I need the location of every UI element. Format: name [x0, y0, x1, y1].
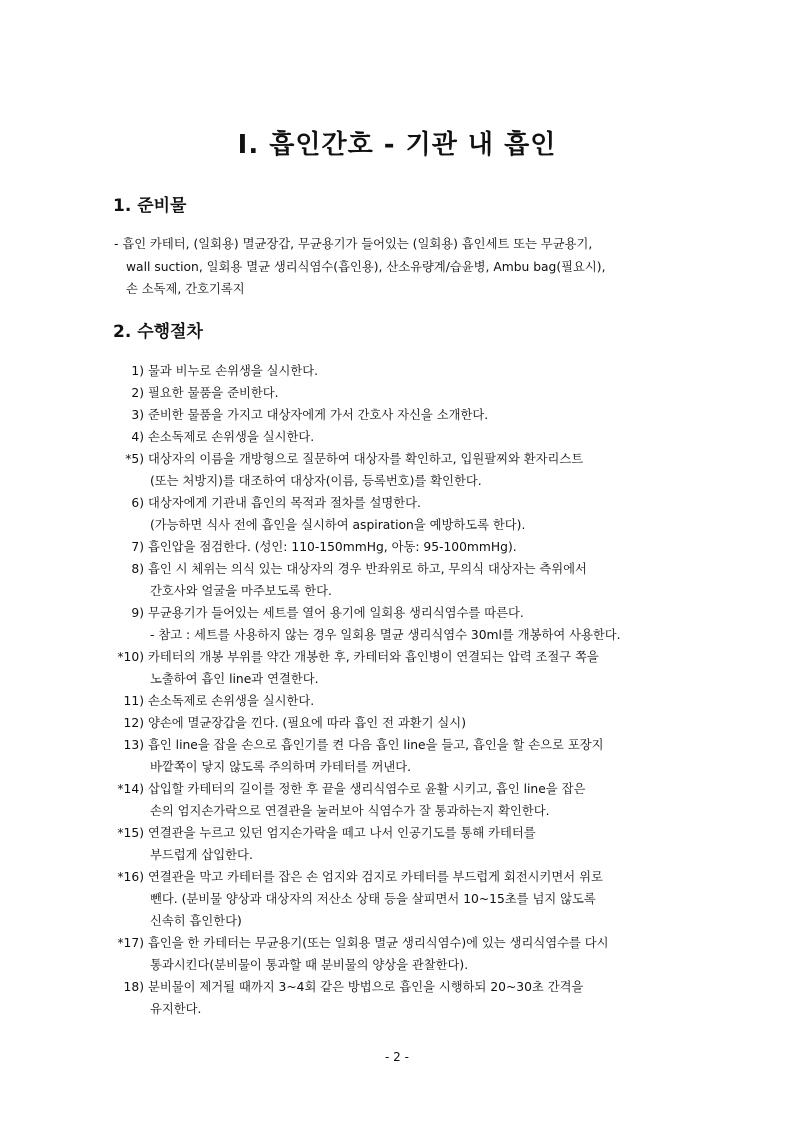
step-text	[148, 382, 692, 404]
step-number: 1)	[131, 364, 144, 378]
step-line: 유지한다.	[150, 1002, 202, 1016]
step-line: 연결관을 누르고 있던 엄지손가락을 떼고 나서 인공기도를 통해 카테터를	[148, 826, 536, 840]
step-number: *10)	[117, 650, 144, 664]
step-line: 삽입할 카테터의 길이를 정한 후 끝을 생리식염수로 윤활 시키고, 흡인 line을 잡은	[148, 782, 586, 796]
step-text	[148, 602, 692, 646]
step-line: 노출하여 흡인 line과 연결한다.	[150, 672, 319, 686]
step-line: 물과 비누로 손위생을 실시한다.	[148, 364, 319, 378]
step-line: 손소독제로 손위생을 실시한다.	[148, 430, 315, 444]
step-text	[148, 822, 692, 866]
step-line: 뺀다. (분비물 양상과 대상자의 저산소 상태 등을 살피면서 10~15초를 넘지 않도록	[150, 892, 596, 906]
step-number: 4)	[131, 430, 144, 444]
step-line: 신속히 흡인한다)	[150, 914, 242, 928]
step-line: 흡인 시 체위는 의식 있는 대상자의 경우 반좌위로 하고, 무의식 대상자는 측위에서	[148, 562, 587, 576]
procedure-step	[112, 712, 692, 734]
step-line: 준비한 물품을 가지고 대상자에게 가서 간호사 자신을 소개한다.	[148, 408, 489, 422]
step-line: 분비물이 제거될 때까지 3~4회 같은 방법으로 흡인을 시행하되 20~30초 간격을	[148, 980, 584, 994]
step-number: *16)	[117, 870, 144, 884]
step-number: *15)	[117, 826, 144, 840]
section-heading-preparation: 1. 준비물	[113, 196, 187, 216]
page-number: - 2 -	[385, 1050, 409, 1064]
step-number: 18)	[123, 980, 144, 994]
procedure-step	[112, 492, 692, 536]
procedure-step	[112, 426, 692, 448]
step-line: 흡인을 한 카테터는 무균용기(또는 일회용 멸균 생리식염수)에 있는 생리식염수를 다시	[148, 936, 609, 950]
step-number: 11)	[123, 694, 144, 708]
step-number: *5)	[125, 452, 144, 466]
step-number: 6)	[131, 496, 144, 510]
step-text	[148, 536, 692, 558]
step-text	[148, 712, 692, 734]
step-line: (가능하면 식사 전에 흡인을 실시하여 aspiration을 예방하도록 한다).	[150, 518, 526, 532]
step-text	[148, 690, 692, 712]
step-line: 부드럽게 삽입한다.	[150, 848, 253, 862]
preparation-line: 손 소독제, 간호기록지	[126, 282, 245, 296]
step-line: 필요한 물품을 준비한다.	[148, 386, 279, 400]
preparation-list	[114, 233, 694, 301]
step-number: 2)	[131, 386, 144, 400]
step-line: 손소독제로 손위생을 실시한다.	[148, 694, 315, 708]
step-text	[148, 976, 692, 1020]
procedure-step	[112, 734, 692, 778]
step-line: 대상자에게 기관내 흡인의 목적과 절차를 설명한다.	[148, 496, 421, 510]
step-text	[148, 404, 692, 426]
step-line: 통과시킨다(분비물이 통과할 때 분비물의 양상을 관찰한다).	[150, 958, 469, 972]
section-heading-procedure: 2. 수행절차	[113, 322, 203, 342]
procedure-step	[112, 690, 692, 712]
procedure-step	[112, 536, 692, 558]
step-line: 흡인 line을 잡을 손으로 흡인기를 켠 다음 흡인 line을 들고, 흡인을 할 손으로 포장지	[148, 738, 604, 752]
step-text	[148, 492, 692, 536]
procedure-step	[112, 558, 692, 602]
procedure-step	[112, 976, 692, 1020]
procedure-step	[112, 360, 692, 382]
step-number: 12)	[123, 716, 144, 730]
step-number: 8)	[131, 562, 144, 576]
step-line: 간호사와 얼굴을 마주보도록 한다.	[150, 584, 332, 598]
step-text	[148, 558, 692, 602]
step-line: 양손에 멸균장갑을 낀다. (필요에 따라 흡인 전 과환기 실시)	[148, 716, 466, 730]
page-title: I. 흡인간호 - 기관 내 흡인	[237, 130, 557, 160]
step-number: *14)	[117, 782, 144, 796]
procedure-step	[112, 382, 692, 404]
step-text	[148, 778, 692, 822]
step-number: 13)	[123, 738, 144, 752]
step-line: 연결관을 막고 카테터를 잡은 손 엄지와 검지로 카테터를 부드럽게 회전시키면서 위로	[148, 870, 603, 884]
step-text	[148, 866, 692, 932]
step-text	[148, 932, 692, 976]
procedure-step	[112, 822, 692, 866]
procedure-step	[112, 646, 692, 690]
procedure-step	[112, 404, 692, 426]
step-line: 대상자의 이름을 개방형으로 질문하여 대상자를 확인하고, 입원팔찌와 환자리스트	[148, 452, 584, 466]
step-text	[148, 646, 692, 690]
step-line: (또는 처방지)를 대조하여 대상자(이름, 등록번호)를 확인한다.	[150, 474, 482, 488]
step-text	[148, 448, 692, 492]
step-line: - 참고 : 세트를 사용하지 않는 경우 일회용 멸균 생리식염수 30ml를 개봉하여 사용한다.	[150, 628, 621, 642]
step-number: *17)	[117, 936, 144, 950]
step-line: 카테터의 개봉 부위를 약간 개봉한 후, 카테터와 흡인병이 연결되는 압력 조절구 쪽을	[148, 650, 599, 664]
procedure-step	[112, 778, 692, 822]
step-line: 바깥쪽이 닿지 않도록 주의하며 카테터를 꺼낸다.	[150, 760, 412, 774]
step-line: 흡인압을 점검한다. (성인: 110-150mmHg, 아동: 95-100mmHg).	[148, 540, 517, 554]
step-number: 9)	[131, 606, 144, 620]
procedure-step	[112, 932, 692, 976]
procedure-step	[112, 866, 692, 932]
step-text	[148, 734, 692, 778]
preparation-line: - 흡인 카테터, (일회용) 멸균장갑, 무균용기가 들어있는 (일회용) 흡인세트 또는 무균용기,	[114, 237, 593, 251]
step-number: 7)	[131, 540, 144, 554]
step-number: 3)	[131, 408, 144, 422]
procedure-step	[112, 602, 692, 646]
procedure-step	[112, 448, 692, 492]
procedure-steps	[112, 360, 692, 1020]
step-line: 무균용기가 들어있는 세트를 열어 용기에 일회용 생리식염수를 따른다.	[148, 606, 524, 620]
preparation-line: wall suction, 일회용 멸균 생리식염수(흡인용), 산소유량계/습윤병, Ambu bag(필요시),	[126, 259, 606, 274]
step-text	[148, 360, 692, 382]
step-text	[148, 426, 692, 448]
step-line: 손의 엄지손가락으로 연결관을 눌러보아 식염수가 잘 통과하는지 확인한다.	[150, 804, 550, 818]
